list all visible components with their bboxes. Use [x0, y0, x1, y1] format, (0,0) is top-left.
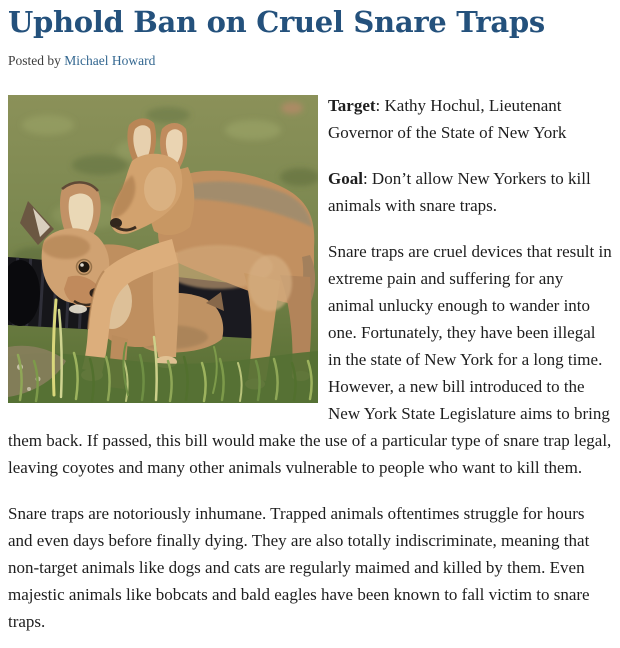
goal-line: Goal: Don’t allow New Yorkers to kill animals with snare traps. [328, 168, 591, 215]
target-label: Target [328, 95, 376, 115]
target-line: Target: Kathy Hochul, Lieutenant Governor of the State of New York [328, 95, 567, 142]
body-paragraph-2: Snare traps are notoriously inhumane. Trapped animals oftentimes struggle for hours and even days before finally dying. They are also totally indiscriminate, meaning that non-target animals like dogs and cats are regularly maimed and killed by them. Even majestic animals like bobcats and bald eagles have been known to fall victim to snare traps. [8, 503, 590, 631]
goal-label: Goal [328, 168, 363, 188]
page-title: Uphold Ban on Cruel Snare Traps [8, 5, 545, 39]
byline-prefix: Posted by [8, 52, 65, 68]
coyote-pups-illustration [8, 95, 318, 403]
body-paragraph-1: Snare traps are cruel devices that result in extreme pain and suffering for any animal unlucky enough to wander into one. Fortunately, they have been illegal in the state of New York for a long time. However, a new bill introduced to the New York State Legislature aims to bring them back. If passed, this bill would make the use of a particular type of snare trap legal, leaving coyotes and many other animals vulnerable to people who want to kill them. [8, 241, 612, 477]
article-body [8, 92, 612, 635]
coyote-pups-photo [8, 95, 318, 403]
byline [8, 53, 612, 69]
author-link[interactable]: Michael Howard [64, 52, 156, 68]
